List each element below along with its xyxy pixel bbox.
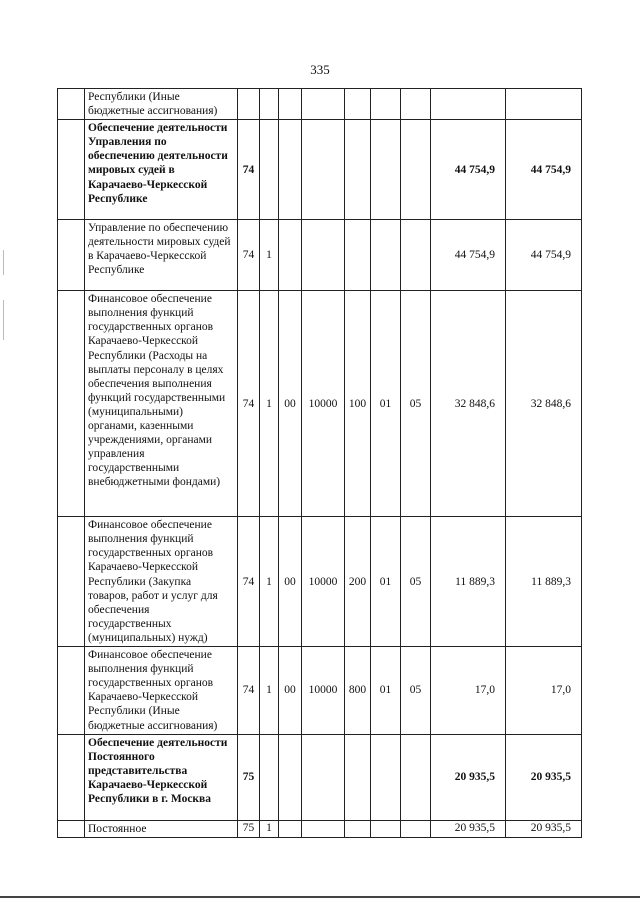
table-row [58, 734, 582, 820]
table-row: Финансовое обеспечение выполнения функций государственных органов Карачаево-Черкесской Республики (Закупка товаров, работ и услуг для обеспечения государственных (муниципальных) нужд) 74 1 00 10000 200 01 05 11 889,3 11 889,3 [58, 517, 582, 647]
row-name: Обеспечение деятельности Управления по обеспечению деятельности мировых судей в Карачаево-Черкесской Республике [85, 120, 238, 220]
budget-table [57, 88, 582, 838]
row-name: Финансовое обеспечение выполнения функций государственных органов Карачаево-Черкесской Республики (Расходы на выплаты персоналу в целях обеспечения выполнения функций государственными (муниципальными) органами, казенными учреждениями, органами управления государственными внебюджетными фондами) [85, 291, 238, 517]
amount-cell: 20 935,5 [431, 734, 506, 820]
row-name: Республики (Иные бюджетные ассигнования) [85, 89, 238, 120]
page-number: 335 [310, 62, 330, 77]
ved-cell: 75 [238, 734, 260, 820]
row-name: Постоянное [85, 820, 238, 837]
table-row: Финансовое обеспечение выполнения функций государственных органов Карачаево-Черкесской Республики (Расходы на выплаты персоналу в целях обеспечения выполнения функций государственными (муниципальными) органами, казенными учреждениями, органами управления государственными внебюджетными фондами) 74 1 00 10000 100 01 05 32 848,6 32 848,6 [58, 291, 582, 517]
table-row: Управление по обеспечению деятельности мировых судей в Карачаево-Черкесской Республике 74 1 44 754,9 44 754,9 [58, 220, 582, 291]
row-name: Управление по обеспечению деятельности мировых судей в Карачаево-Черкесской Республике [85, 220, 238, 291]
row-name: Обеспечение деятельности Постоянного представительства Карачаево-Черкесской Республики в г. Москва [85, 734, 238, 820]
scan-mark [3, 250, 4, 275]
page-bottom-edge [0, 896, 640, 898]
table-row [58, 120, 582, 220]
amount-cell: 44 754,9 [431, 120, 506, 220]
row-name: Финансовое обеспечение выполнения функций государственных органов Карачаево-Черкесской Республики (Иные бюджетные ассигнования) [85, 647, 238, 735]
amount-cell: 20 935,5 [506, 734, 582, 820]
amount-cell: 44 754,9 [506, 120, 582, 220]
table-row: Финансовое обеспечение выполнения функций государственных органов Карачаево-Черкесской Республики (Иные бюджетные ассигнования) 74 1 00 10000 800 01 05 17,0 17,0 [58, 647, 582, 735]
row-name: Финансовое обеспечение выполнения функций государственных органов Карачаево-Черкесской Республики (Закупка товаров, работ и услуг для обеспечения государственных (муниципальных) нужд) [85, 517, 238, 647]
scan-mark [3, 300, 4, 340]
ved-cell: 74 [238, 120, 260, 220]
table-row: Постоянное 75 1 20 935,5 20 935,5 [58, 820, 582, 837]
table-row [58, 89, 582, 120]
